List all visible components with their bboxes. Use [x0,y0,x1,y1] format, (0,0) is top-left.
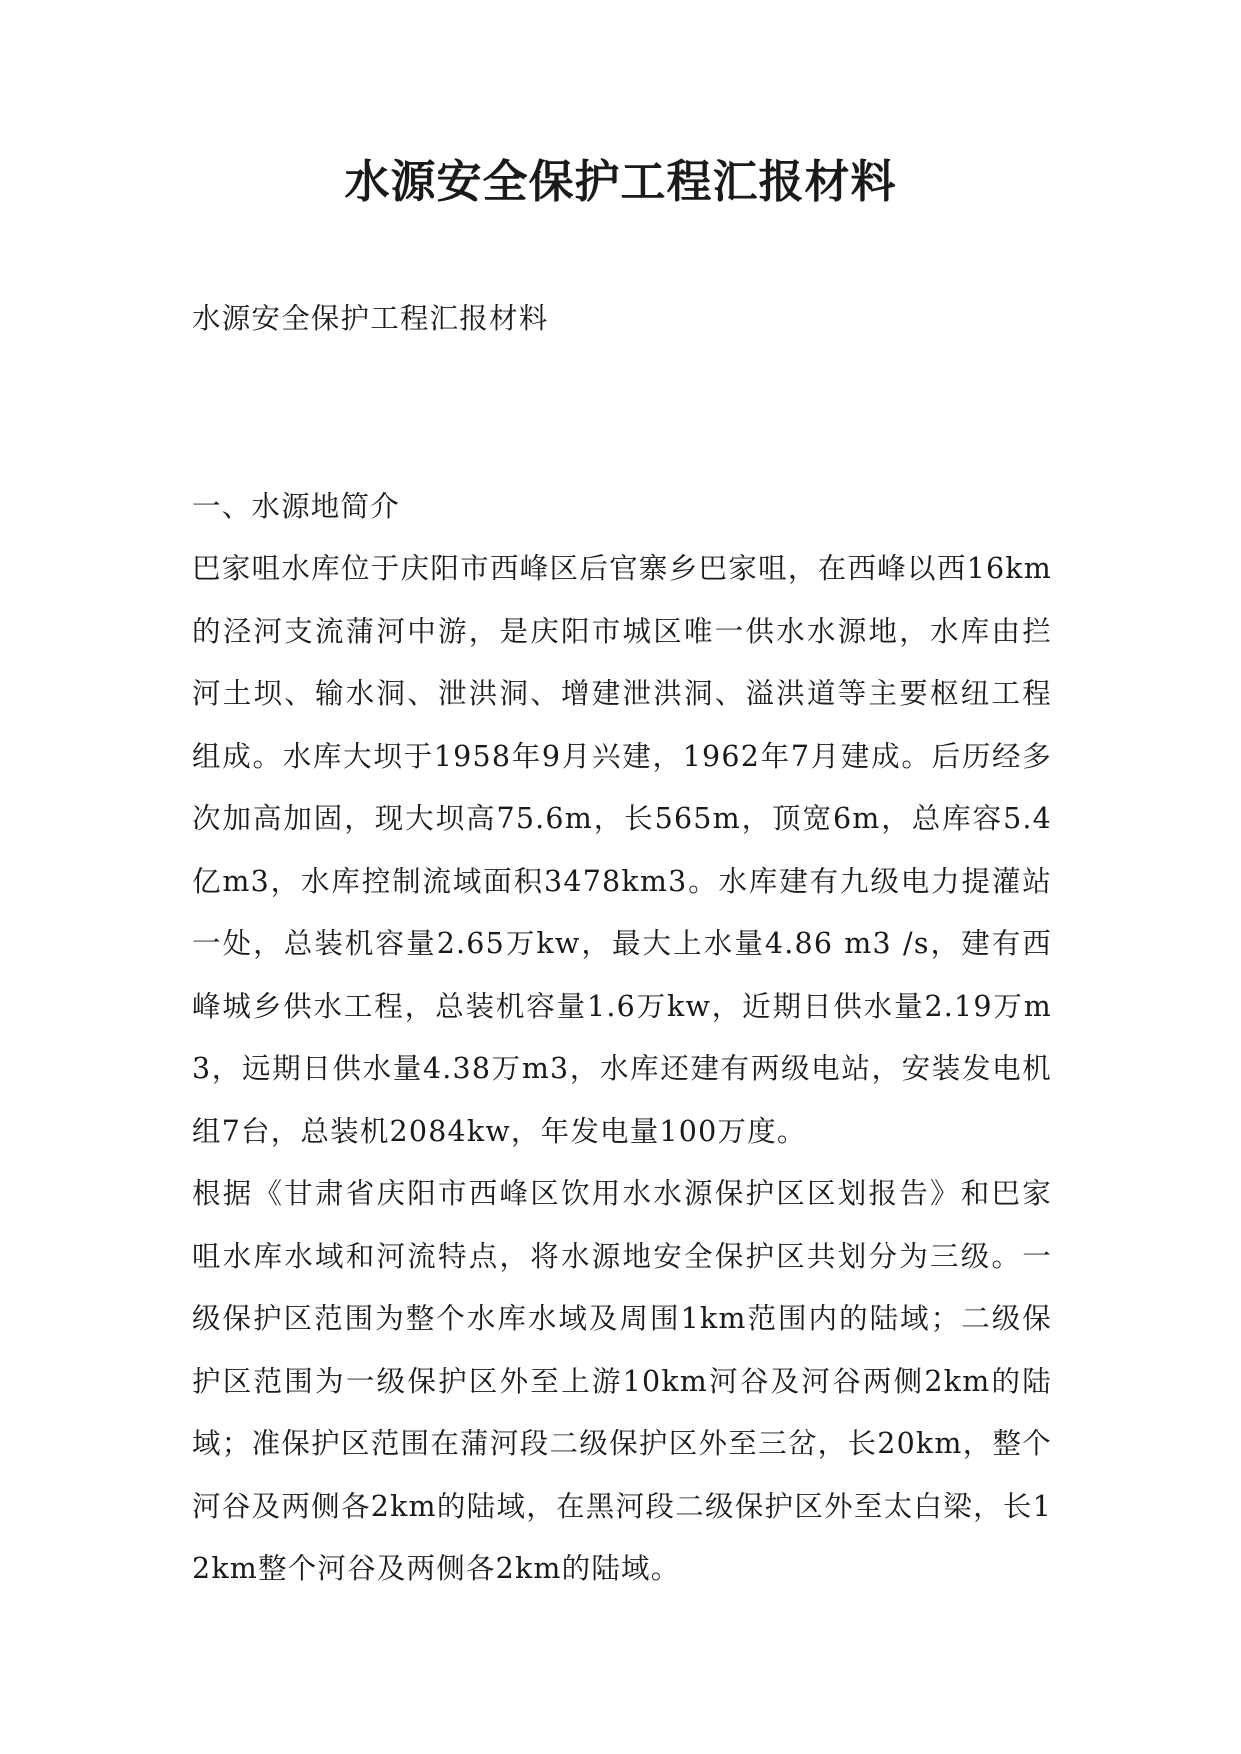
document-title: 水源安全保护工程汇报材料 [344,155,897,208]
document-subtitle: 水源安全保护工程汇报材料 [192,302,549,335]
section-heading: 一、水源地简介 [192,489,400,523]
body-paragraph: 巴家咀水库位于庆阳市西峰区后官寨乡巴家咀，在西峰以西16km的泾河支流蒲河中游，是庆阳市城区唯一供水水源地，水库由拦河土坝、输水洞、泄洪洞、增建泄洪洞、溢洪道等主要枢纽工程组成。水库大坝于1958年9月兴建，1962年7月建成。后历经多次加高加固，现大坝高75.6m，长565m，顶宽6m，总库容5.4亿m3，水库控制流域面积3478km3。水库建有九级电力提灌站一处，总装机容量2.65万kw，最大上水量4.86 m3 /s，建有西峰城乡供水工程，总装机容量1.6万kw，近期日供水量2.19万m3，远期日供水量4.38万m3，水库还建有两级电站，安装发电机组7台，总装机2084kw，年发电量100万度。 [192,552,1052,1148]
body-paragraph: 根据《甘肃省庆阳市西峰区饮用水水源保护区区划报告》和巴家咀水库水域和河流特点，将水源地安全保护区共划分为三级。一级保护区范围为整个水库水域及周围1km范围内的陆域；二级保护区范围为一级保护区外至上游10km河谷及河谷两侧2km的陆域；准保护区范围在蒲河段二级保护区外至三岔，长20km，整个河谷及两侧各2km的陆域，在黑河段二级保护区外至太白梁，长12km整个河谷及两侧各2km的陆域。 [192,1177,1052,1585]
document-body [192,288,1052,1601]
